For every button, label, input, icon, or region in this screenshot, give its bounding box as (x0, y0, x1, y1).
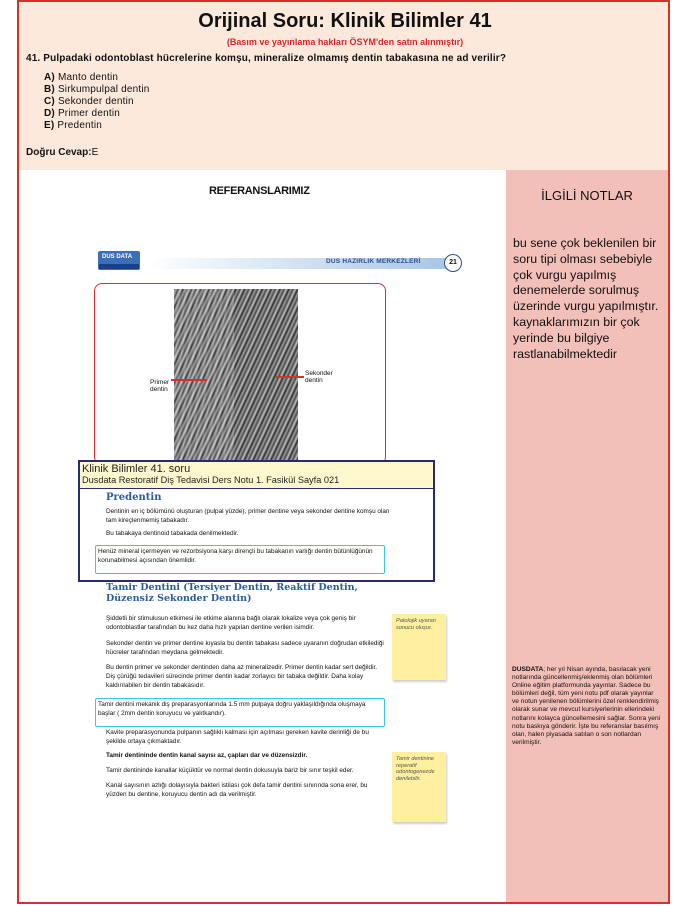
option-c: C) Sekonder dentin (44, 96, 134, 107)
copyright-note: (Basım ve yayınlama hakları ÖSYM'den satın alınmıştır) (226, 37, 464, 47)
page-number-badge: 21 (444, 254, 462, 272)
page-title: Orijinal Soru: Klinik Bilimler 41 (198, 10, 492, 32)
popup-question-ref: Klinik Bilimler 41. soru (82, 463, 191, 475)
notes-text: bu sene çok beklenilen bir soru tipi olması sebebiyle çok vurgu yapılmış denemelerde sorulmuş üzerinde vurgu yapılmıştır. kaynaklarımızın bir çok yerinde bu bilgiye rastlanabilmektedir (513, 236, 659, 361)
notes-dusdata-info: DUSDATA; her yıl Nisan ayında, basılacak yeni notlarında güncellenmiş/eklenmiş olan bölümleri Online eğitim platformunda yayınlar. Sadece bu bölümleri değil, tüm yeni notu pdf olarak yayınlar ve notun yenilenen bölümlerini özel renklendirilmiş olarak sunar ve mevcut kursiyerlerinin ellerindeki notlarını kolayca güncellemesini sağlar. Sonra yeni notu baskıya gönderir. İşte bu referanslar basılmış olan, halen piyasada satılan o son notlardan verilmiştir. (512, 666, 661, 746)
tersiyer-heading: Tamir Dentini (Tersiyer Dentin, Reaktif Dentin, Düzensiz Sekonder Dentin) (106, 582, 358, 604)
secondary-dentin-label: Sekonder dentin (305, 370, 333, 384)
option-e: E) Predentin (44, 120, 102, 131)
tersiyer-p7: Tamir dentininde kanallar küçüktür ve normal dentin dokusuyla bariz bir sınır teşkil eder. (106, 767, 354, 774)
dentin-micrograph-shading (174, 289, 234, 461)
secondary-dentin-pointer (276, 376, 304, 378)
predentin-p1: Dentinin en iç bölümünü oluşturan (pulpal yüzde), primer dentine veya sekonder dentine komşu olan tam kireçlenmemiş tabakadır. (106, 508, 390, 524)
tersiyer-p4: Tamir dentini mekanik diş preparasyonlarında 1.5 mm pulpaya doğru yaklaşıldığında oluşmaya başlar ( 2mm dentin koruyucu ve yalıtkandır). (98, 701, 366, 717)
predentin-p3: Henüz mineral içermeyen ve rezorbsiyona karşı dirençli bu tabakanın varlığı dentin bütünlüğünün korunabilmesi açısından önemlidir. (98, 548, 373, 564)
question-text: 41. Pulpadaki odontoblast hücrelerine komşu, mineralize olmamış dentin tabakasına ne ad verilir? (26, 53, 507, 64)
primary-dentin-pointer (171, 379, 207, 381)
predentin-p2: Bu tabakaya dentinoid tabakada denilmektedir. (106, 530, 239, 537)
sticky-note-2-text: Tamir dentinine reperatif odontogenezde denilebilir. (396, 756, 435, 782)
popup-source-ref: Dusdata Restoratif Diş Tedavisi Ders Notu 1. Fasikül Sayfa 021 (82, 475, 340, 485)
logo-subbar (99, 264, 139, 269)
correct-answer: Doğru Cevap:E (26, 147, 99, 158)
tersiyer-p2: Sekonder dentin ve primer dentine kıyasla bu dentin tabakası sadece uyaranın doğrudan etkilediği hücreler tarafından meydana gelmektedir. (106, 640, 384, 656)
predentin-heading: Predentin (106, 492, 162, 503)
tersiyer-p3: Bu dentin primer ve sekonder dentinden daha az mineralizedir. Primer dentin kadar sert değildir. Diş çürüğü tedavileri sürecinde primer dentin kadar zorlayıcı bir tabaka değildir. Daha kolay kaldırılabilen bir dentin tabakasıdır. (106, 664, 378, 689)
option-b: B) Sirkumpulpal dentin (44, 84, 150, 95)
sticky-note-1-text: Patolojik uyaran sonucu oluşur. (396, 618, 436, 631)
tersiyer-p1: Şiddetli bir stimulusun etkimesi ile etkime alanına bağlı olarak lokalize veya çok geniş bir odontoblastlar tarafından bu kez daha hızlı yapılan dentine verilen isimdir. (106, 615, 356, 631)
references-title: REFERANSLARIMIZ (209, 185, 310, 197)
dusdata-logo: DUS DATA (98, 251, 140, 270)
option-a: A) Manto dentin (44, 72, 119, 83)
option-d: D) Primer dentin (44, 108, 121, 119)
page-header-band-text: DUS HAZIRLIK MERKEZLERİ (326, 258, 421, 265)
tersiyer-p8: Kanal sayısının azlığı dolayısıyla bakteri istilası çok defa tamir dentini sınırında sona erer, bu yüzden bu dentine, koruyucu dentin adı da verilmiştir. (106, 782, 368, 798)
sticky-note-1 (392, 614, 446, 680)
tersiyer-p5: Kavite preparasyonunda pulpanın sağlıklı kalması için açılması gereken kavite derinliği de bu şekilde ortaya çıkmaktadır. (106, 729, 369, 745)
sticky-note-2 (392, 752, 446, 822)
primary-dentin-label: Primer dentin (150, 379, 170, 393)
options-list (44, 72, 150, 132)
notes-title: İLGİLİ NOTLAR (541, 188, 633, 203)
tersiyer-p6: Tamir dentininde dentin kanal sayısı az, çapları dar ve düzensizdir. (106, 752, 308, 759)
